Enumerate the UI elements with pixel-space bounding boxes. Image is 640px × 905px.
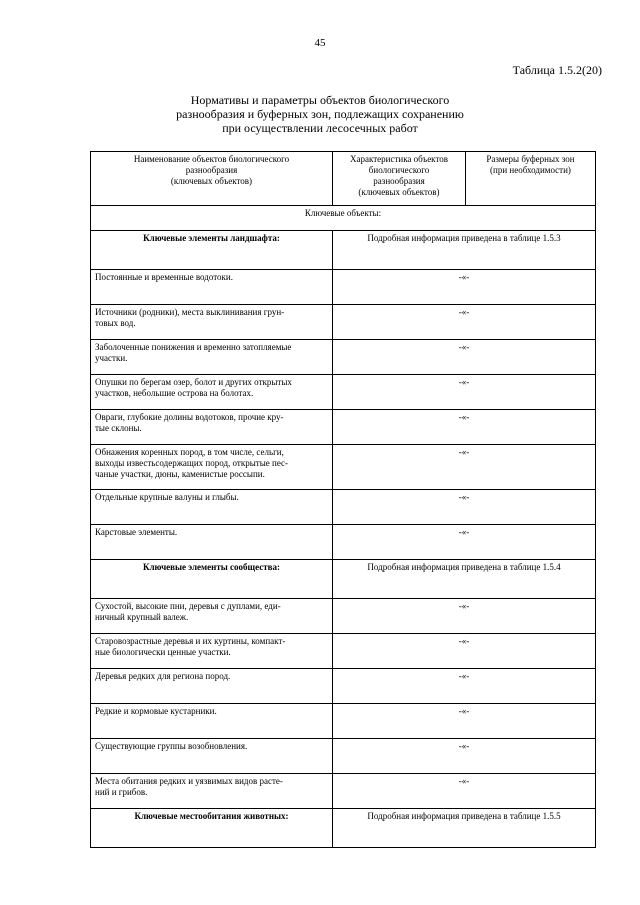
object-row bbox=[91, 525, 596, 560]
object-name-line: ные биологически ценные участки. bbox=[95, 647, 231, 657]
object-name-line: Отдельные крупные валуны и глыбы. bbox=[95, 492, 239, 502]
object-name-line: Старовозрастные деревья и их куртины, компакт- bbox=[95, 636, 286, 646]
ditto-mark: -«- bbox=[333, 410, 596, 445]
object-row bbox=[91, 445, 596, 490]
ditto-mark: -«- bbox=[333, 739, 596, 774]
object-name-line: товых вод. bbox=[95, 318, 136, 328]
group-name: Ключевые элементы ландшафта: bbox=[91, 231, 333, 270]
object-name bbox=[91, 774, 333, 809]
header-buffer-zones bbox=[466, 152, 596, 206]
table-body bbox=[91, 206, 596, 848]
section-title: Ключевые объекты: bbox=[91, 206, 596, 231]
object-name bbox=[91, 525, 333, 560]
object-name-line: ний и грибов. bbox=[95, 787, 148, 797]
object-row bbox=[91, 270, 596, 305]
object-name-line: Существующие группы возобновления. bbox=[95, 741, 248, 751]
header-line: биологического bbox=[368, 165, 430, 175]
object-name bbox=[91, 739, 333, 774]
title-line: разнообразия и буферных зон, подлежащих сохранению bbox=[176, 107, 464, 121]
object-name-line: Овраги, глубокие долины водотоков, прочие кру- bbox=[95, 412, 284, 422]
ditto-mark: -«- bbox=[333, 704, 596, 739]
header-line: (ключевых объектов) bbox=[170, 176, 253, 186]
ditto-mark: -«- bbox=[333, 490, 596, 525]
object-row bbox=[91, 305, 596, 340]
group-reference: Подробная информация приведена в таблице 1.5.5 bbox=[333, 809, 596, 848]
document-title bbox=[150, 93, 490, 135]
object-row bbox=[91, 340, 596, 375]
header-line: (при необходимости) bbox=[490, 165, 571, 175]
object-row bbox=[91, 774, 596, 809]
header-line: Наименование объектов биологического bbox=[133, 154, 290, 164]
object-row bbox=[91, 490, 596, 525]
title-line: при осуществлении лесосечных работ bbox=[222, 121, 418, 135]
header-line: разнообразия bbox=[373, 176, 425, 186]
header-object-name bbox=[91, 152, 333, 206]
group-reference: Подробная информация приведена в таблице 1.5.3 bbox=[333, 231, 596, 270]
object-name-line: Деревья редких для региона пород. bbox=[95, 671, 231, 681]
object-name bbox=[91, 490, 333, 525]
ditto-mark: -«- bbox=[333, 445, 596, 490]
header-characteristics bbox=[333, 152, 466, 206]
object-name-line: Места обитания редких и уязвимых видов расте- bbox=[95, 776, 283, 786]
page-number: 45 bbox=[314, 37, 326, 49]
header-line: разнообразия bbox=[185, 165, 238, 175]
object-name-line: Карстовые элементы. bbox=[95, 527, 178, 537]
object-name-line: ничный крупный валеж. bbox=[95, 612, 189, 622]
ditto-mark: -«- bbox=[333, 340, 596, 375]
object-name-line: Источники (родники), места выклинивания грун- bbox=[95, 307, 285, 317]
group-name: Ключевые элементы сообщества: bbox=[91, 560, 333, 599]
object-row bbox=[91, 375, 596, 410]
object-name bbox=[91, 634, 333, 669]
object-row bbox=[91, 599, 596, 634]
table-label: Таблица 1.5.2(20) bbox=[512, 63, 602, 77]
object-name-line: Редкие и кормовые кустарники. bbox=[95, 706, 217, 716]
table-header-row bbox=[91, 152, 596, 206]
object-name-line: Опушки по берегам озер, болот и других открытых bbox=[95, 377, 292, 387]
object-name bbox=[91, 599, 333, 634]
object-name-line: участков, небольшие острова на болотах. bbox=[95, 388, 254, 398]
object-name bbox=[91, 704, 333, 739]
object-name-line: Заболоченные понижения и временно затопляемые bbox=[95, 342, 292, 352]
object-name-line: Сухостой, высокие пни, деревья с дуплами, еди- bbox=[95, 601, 281, 611]
object-row bbox=[91, 739, 596, 774]
biodiversity-table bbox=[90, 151, 596, 848]
object-row bbox=[91, 634, 596, 669]
ditto-mark: -«- bbox=[333, 305, 596, 340]
object-name-line: Постоянные и временные водотоки. bbox=[95, 272, 233, 282]
title-line: Нормативы и параметры объектов биологического bbox=[190, 93, 450, 107]
ditto-mark: -«- bbox=[333, 669, 596, 704]
object-name-line: чаные участки, дюны, каменистые россыпи. bbox=[95, 469, 265, 479]
group-row bbox=[91, 231, 596, 270]
object-name bbox=[91, 445, 333, 490]
section-row bbox=[91, 206, 596, 231]
object-name bbox=[91, 410, 333, 445]
group-reference: Подробная информация приведена в таблице 1.5.4 bbox=[333, 560, 596, 599]
object-name bbox=[91, 305, 333, 340]
group-name: Ключевые местообитания животных: bbox=[91, 809, 333, 848]
object-name-line: тые склоны. bbox=[95, 423, 142, 433]
object-name bbox=[91, 270, 333, 305]
header-line: Характеристика объектов bbox=[349, 154, 449, 164]
header-line: (ключевых объектов) bbox=[358, 187, 440, 197]
group-row bbox=[91, 809, 596, 848]
object-name bbox=[91, 375, 333, 410]
header-line: Размеры буферных зон bbox=[486, 154, 575, 164]
object-name bbox=[91, 340, 333, 375]
ditto-mark: -«- bbox=[333, 774, 596, 809]
object-name bbox=[91, 669, 333, 704]
object-row bbox=[91, 410, 596, 445]
object-row bbox=[91, 704, 596, 739]
ditto-mark: -«- bbox=[333, 270, 596, 305]
ditto-mark: -«- bbox=[333, 525, 596, 560]
ditto-mark: -«- bbox=[333, 599, 596, 634]
ditto-mark: -«- bbox=[333, 375, 596, 410]
object-name-line: выходы известьсодержащих пород, открытые пес- bbox=[95, 458, 289, 468]
object-name-line: Обнажения коренных пород, в том числе, сельги, bbox=[95, 447, 284, 457]
ditto-mark: -«- bbox=[333, 634, 596, 669]
object-name-line: участки. bbox=[95, 353, 128, 363]
group-row bbox=[91, 560, 596, 599]
object-row bbox=[91, 669, 596, 704]
